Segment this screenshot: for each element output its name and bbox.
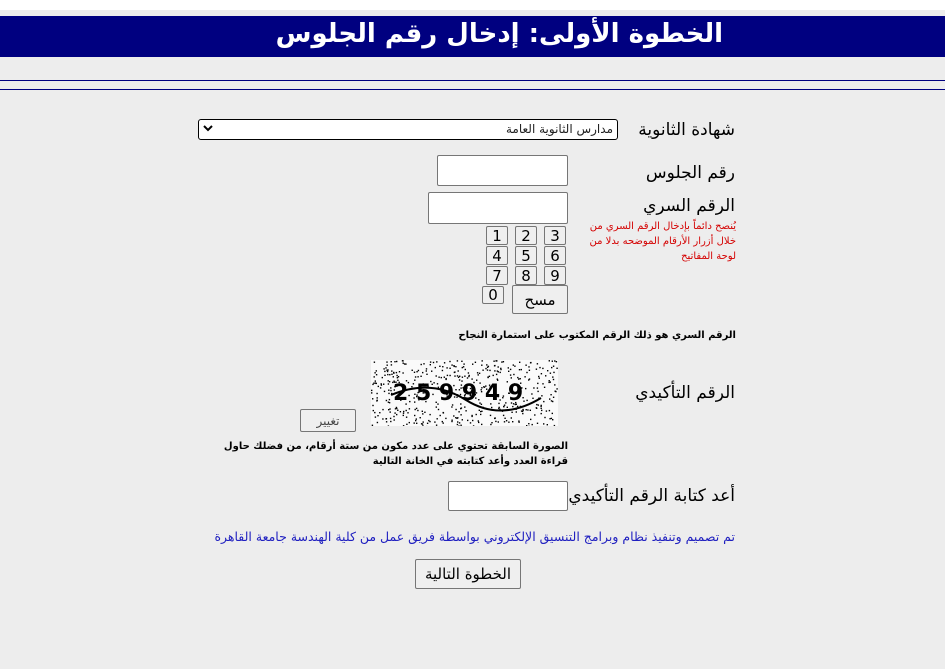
certificate-selected-value: مدارس الثانوية العامة [505,122,613,136]
certificate-select[interactable] [198,119,618,140]
seat-number-label: رقم الجلوس [645,163,735,183]
secret-number-label: الرقم السري [643,196,735,216]
keypad-key-3[interactable]: 3 [544,226,566,245]
page-title: الخطوة الأولى: إدخال رقم الجلوس [275,19,723,49]
keypad-key-7[interactable]: 7 [486,266,508,285]
chevron-down-icon [203,121,213,138]
keypad-key-1[interactable]: 1 [486,226,508,245]
seat-number-input[interactable] [437,155,568,186]
keypad-key-2[interactable]: 2 [515,226,537,245]
title-bar [0,16,945,57]
captcha-change-button[interactable]: تغيير [300,409,356,432]
footer-credit-text: تم تصميم وتنفيذ نظام وبرامج التنسيق الإلكتروني بواسطة فريق عمل من كلية الهندسة جامعة القاهرة [214,529,735,544]
divider-bottom [0,89,945,90]
captcha-label: الرقم التأكيدي [635,383,735,403]
divider-top [0,80,945,81]
keypad-key-6[interactable]: 6 [544,246,566,265]
keypad-key-0[interactable]: 0 [482,286,504,304]
secret-hint-text: يُنصح دائماً بإدخال الرقم السري من خلال أزرار الأرقام الموضحه بدلا من لوحة المفاتيح [589,221,736,262]
secret-note-text: الرقم السري هو ذلك الرقم المكتوب على استمارة النجاح [458,330,736,341]
secret-number-input[interactable] [428,192,568,224]
captcha-note-text: الصورة السابقة تحتوي على عدد مكون من ستة أرقام، من فضلك حاول قراءة العدد وأعد كتابته في الخانة التالية [223,441,568,467]
captcha-image [371,360,558,426]
keypad-key-8[interactable]: 8 [515,266,537,285]
keypad-key-5[interactable]: 5 [515,246,537,265]
retype-captcha-input[interactable] [448,481,568,511]
captcha-text: 2 5 9 9 4 9 [393,381,524,406]
retype-captcha-label: أعد كتابة الرقم التأكيدي [568,486,735,506]
certificate-label: شهادة الثانوية [638,120,735,140]
next-step-button[interactable]: الخطوة التالية [415,559,521,589]
keypad-key-9[interactable]: 9 [544,266,566,285]
top-strip [0,0,945,10]
keypad-key-4[interactable]: 4 [486,246,508,265]
keypad-clear-button[interactable]: مسح [512,285,568,314]
